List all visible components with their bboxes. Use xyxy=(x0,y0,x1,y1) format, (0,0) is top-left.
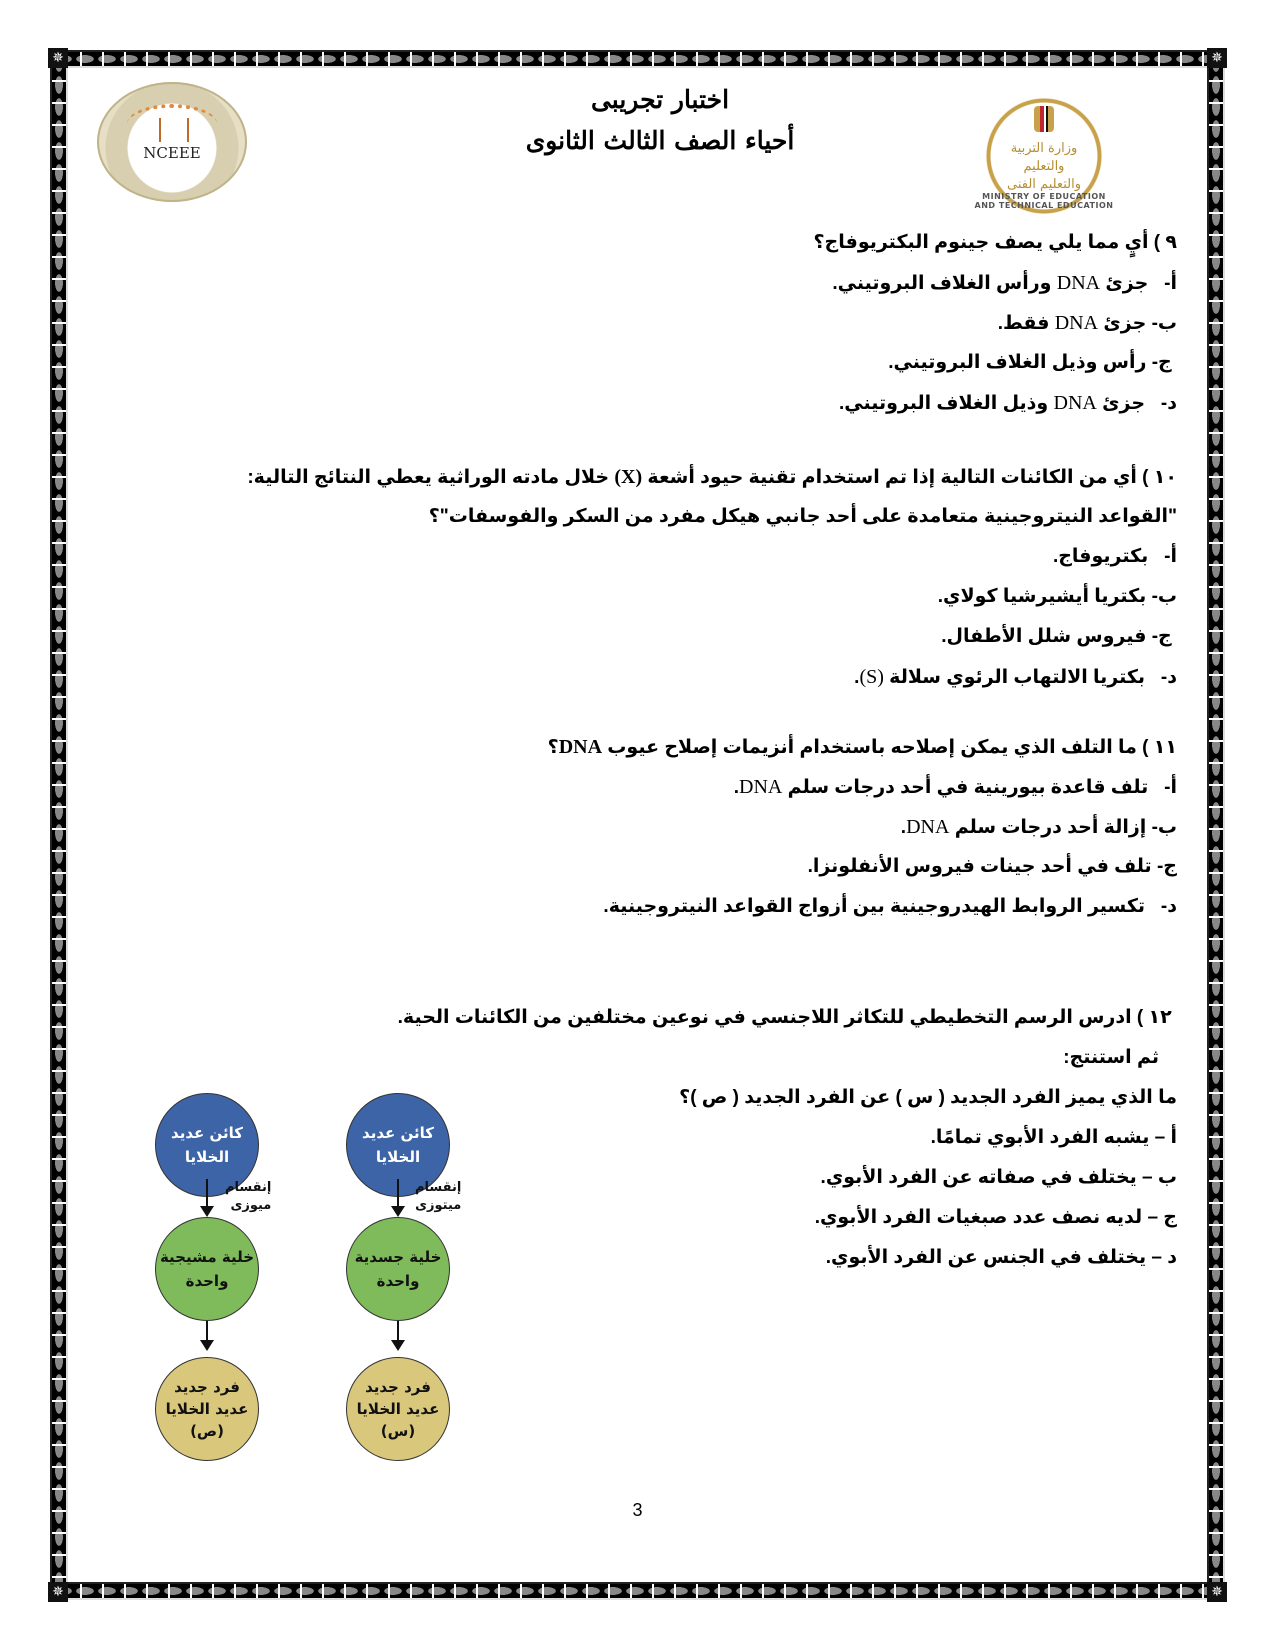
division-label-meiosis xyxy=(225,1179,271,1215)
option-letter: ب- xyxy=(1151,586,1177,607)
option-text: بكتريوفاج. xyxy=(1052,546,1149,567)
division-label-mitosis xyxy=(415,1179,461,1215)
option-term: DNA xyxy=(739,776,783,798)
option-text: يختلف في صفاته عن الفرد الأبوي. xyxy=(820,1167,1137,1188)
option-letter: ب – xyxy=(1142,1167,1177,1188)
option-text: وذيل الغلاف البروتيني. xyxy=(838,393,1054,414)
option-letter: د – xyxy=(1151,1247,1177,1268)
answer-option-d[interactable] xyxy=(814,383,1177,423)
option-letter: د- xyxy=(1160,393,1177,414)
option-text: . xyxy=(900,817,907,838)
question-stem-line-2: ثم استنتج: xyxy=(1063,1047,1159,1068)
border-corner-ornament-icon: ✵ xyxy=(1207,1582,1227,1602)
question-number: ١٠ xyxy=(1153,467,1177,488)
question-9 xyxy=(814,223,1177,423)
question-term: DNA xyxy=(558,736,603,758)
answer-option-c[interactable] xyxy=(247,617,1177,657)
answer-option-b[interactable] xyxy=(398,1158,1177,1198)
question-stem-line-3: ما الذي يميز الفرد الجديد ( س ) عن الفرد الجديد ( ص )؟ xyxy=(679,1087,1177,1108)
exam-title: اختبار تجريبى xyxy=(590,85,730,114)
option-text: . xyxy=(733,777,740,798)
option-text: ورأس الغلاف البروتيني. xyxy=(832,273,1057,294)
arrow-down-icon xyxy=(397,1179,399,1215)
option-term: DNA xyxy=(1053,392,1097,414)
option-text: فقط. xyxy=(997,313,1055,334)
arrow-down-icon xyxy=(206,1179,208,1215)
option-text: لديه نصف عدد صبغيات الفرد الأبوي. xyxy=(814,1207,1143,1228)
option-letter: أ – xyxy=(1154,1127,1177,1148)
question-number: ٩ xyxy=(1165,232,1177,253)
question-stem xyxy=(247,457,1177,497)
exam-subtitle: أحياء الصف الثالث الثانوى xyxy=(525,126,795,155)
question-text: ) أيٍ مما يلي يصف جينوم البكتريوفاج؟ xyxy=(813,232,1161,253)
answer-option-b[interactable] xyxy=(247,577,1177,617)
asexual-reproduction-diagram xyxy=(145,1093,465,1440)
node-label: (س) xyxy=(380,1422,416,1440)
node-text: فرد جديد xyxy=(174,1378,240,1396)
option-term: DNA xyxy=(1056,272,1101,294)
option-letter: أ- xyxy=(1164,273,1177,294)
arrow-down-icon xyxy=(206,1321,208,1349)
question-stem xyxy=(814,223,1177,263)
gamete-cell-node: خلية مشيجية واحدة xyxy=(155,1217,259,1321)
page-border-right xyxy=(1207,52,1225,1598)
option-text: بكتريا أيشيرشيا كولاي. xyxy=(937,586,1147,607)
option-text: يشبه الفرد الأبوي تمامًا. xyxy=(930,1127,1150,1148)
option-text: يختلف في الجنس عن الفرد الأبوي. xyxy=(825,1247,1147,1268)
answer-option-b[interactable] xyxy=(548,807,1177,847)
question-12 xyxy=(398,998,1177,1278)
answer-option-c[interactable] xyxy=(548,847,1177,887)
option-letter: ج- xyxy=(1156,856,1177,877)
option-letter: د- xyxy=(1160,667,1177,688)
multicellular-organism-node: كائن عديد الخلايا xyxy=(155,1093,259,1197)
option-text: جزئ xyxy=(1096,393,1146,414)
option-letter: ج- xyxy=(1151,352,1172,373)
answer-option-a[interactable] xyxy=(247,537,1177,577)
option-text: إزالة أحد درجات سلم xyxy=(949,817,1147,838)
division-label-line: ميوزى xyxy=(230,1198,272,1213)
division-label-line: إنقسام xyxy=(225,1180,272,1195)
border-corner-ornament-icon: ✵ xyxy=(48,48,68,68)
border-corner-ornament-icon: ✵ xyxy=(1207,48,1227,68)
option-term: (S) xyxy=(859,666,884,688)
question-text: ) ادرس الرسم التخطيطي للتكاثر اللاجنسي في نوعين مختلفين من الكائنات الحية. xyxy=(397,1007,1144,1028)
new-individual-sad-node xyxy=(155,1357,259,1461)
scales-of-justice-icon xyxy=(159,118,189,142)
option-text: جزئ xyxy=(1098,313,1147,334)
answer-option-d[interactable] xyxy=(398,1238,1177,1278)
answer-option-c[interactable] xyxy=(398,1198,1177,1238)
option-text: رأس وذيل الغلاف البروتيني. xyxy=(888,352,1147,373)
page-border-left xyxy=(50,52,68,1598)
question-term: (X) xyxy=(614,466,643,488)
option-text: بكتريا الالتهاب الرئوي سلالة xyxy=(883,667,1146,688)
node-text: فرد جديد xyxy=(365,1378,431,1396)
option-letter: ج – xyxy=(1147,1207,1177,1228)
page-border-bottom xyxy=(52,1582,1223,1600)
option-text: فيروس شلل الأطفال. xyxy=(941,626,1147,647)
option-letter: ب- xyxy=(1151,817,1177,838)
question-stem-line-2: "القواعد النيتروجينية متعامدة على أحد جانبي هيكل مفرد من السكر والفوسفات"؟ xyxy=(428,506,1177,527)
answer-option-a[interactable] xyxy=(548,767,1177,807)
question-number: ١١ xyxy=(1153,737,1177,758)
answer-option-b[interactable] xyxy=(814,303,1177,343)
option-text: . xyxy=(854,667,860,688)
option-text: تلف في أحد جينات فيروس الأنفلونزا. xyxy=(807,856,1152,877)
question-number: ١٢ xyxy=(1148,1007,1172,1028)
division-label-line: إنقسام xyxy=(415,1180,462,1195)
option-letter: د- xyxy=(1160,896,1177,917)
question-stem xyxy=(548,727,1177,767)
ministry-english-name: MINISTRY OF EDUCATION AND TECHNICAL EDUCATION xyxy=(974,192,1114,210)
option-term: DNA xyxy=(1054,312,1099,334)
ministry-of-education-logo xyxy=(972,84,1116,228)
option-text: تلف قاعدة بيورينية في أحد درجات سلم xyxy=(782,777,1149,798)
page-border-top xyxy=(52,50,1223,68)
answer-option-d[interactable] xyxy=(247,657,1177,697)
nceee-logo xyxy=(97,82,247,202)
option-letter: ب- xyxy=(1151,313,1177,334)
option-letter: ج- xyxy=(1151,626,1172,647)
node-text: عديد الخلايا xyxy=(165,1400,249,1418)
page-number: 3 xyxy=(632,1500,643,1520)
option-term: DNA xyxy=(906,816,950,838)
option-letter: أ- xyxy=(1164,777,1177,798)
question-10 xyxy=(247,457,1177,697)
question-text: ) أي من الكائنات التالية إذا تم استخدام تقنية حيود أشعة xyxy=(642,467,1149,488)
question-text: ؟ xyxy=(547,737,559,758)
border-corner-ornament-icon: ✵ xyxy=(48,1582,68,1602)
option-letter: أ- xyxy=(1164,546,1177,567)
node-label: (ص) xyxy=(190,1422,224,1440)
answer-option-a[interactable] xyxy=(398,1118,1177,1158)
exam-header xyxy=(380,85,940,155)
question-text: ) ما التلف الذي يمكن إصلاحه باستخدام أنزيمات إصلاح عيوب xyxy=(602,737,1149,758)
option-text: جزئ xyxy=(1100,273,1149,294)
question-text: خلال مادته الوراثية يعطي النتائج التالية: xyxy=(247,467,615,488)
option-text: تكسير الروابط الهيدروجينية بين أزواج القواعد النيتروجينية. xyxy=(603,896,1146,917)
multicellular-organism-node: كائن عديد الخلايا xyxy=(346,1093,450,1197)
ministry-arabic-name: وزارة التربية والتعليم والتعليم الفنى xyxy=(1007,141,1081,192)
division-label-line: ميتوزى xyxy=(415,1198,462,1213)
nceee-acronym: NCEEE xyxy=(143,144,201,162)
answer-option-a[interactable] xyxy=(814,263,1177,303)
question-11 xyxy=(548,727,1177,927)
question-stem xyxy=(398,998,1177,1038)
eagle-emblem-icon xyxy=(1034,106,1054,132)
arrow-down-icon xyxy=(397,1321,399,1349)
somatic-cell-node: خلية جسدية واحدة xyxy=(346,1217,450,1321)
new-individual-seen-node xyxy=(346,1357,450,1461)
answer-option-d[interactable] xyxy=(548,887,1177,927)
answer-option-c[interactable] xyxy=(814,343,1177,383)
node-text: عديد الخلايا xyxy=(356,1400,440,1418)
